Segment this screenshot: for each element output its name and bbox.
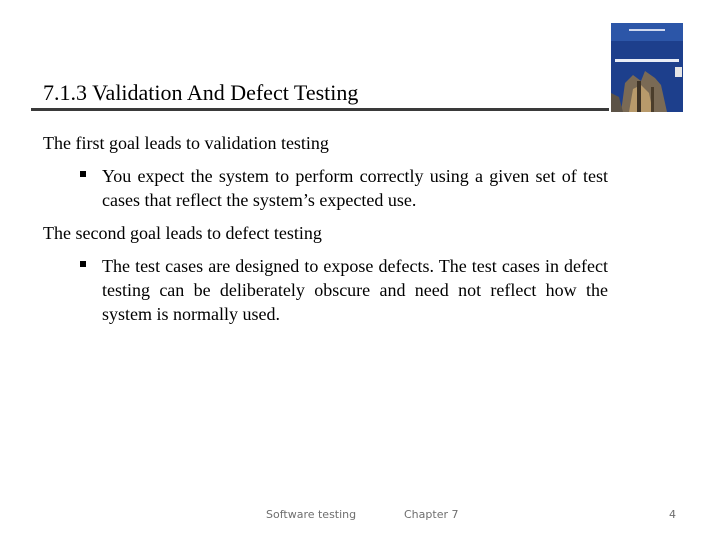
footer-page-number: 4 [669, 508, 676, 521]
point-2-subitem [80, 254, 608, 326]
point-1-text: The first goal leads to validation testing [43, 133, 329, 153]
slide-title: 7.1.3 Validation And Defect Testing [43, 80, 359, 105]
square-bullet-icon [80, 261, 86, 267]
point-2-text: The second goal leads to defect testing [43, 223, 322, 243]
point-1-subitem [80, 164, 608, 212]
footer-topic: Software testing [266, 508, 357, 521]
point-1-subitem-text: You expect the system to perform correctly using a given set of test cases that reflect the system’s expected use. [102, 166, 608, 210]
title-divider [31, 108, 609, 111]
book-cover-image [611, 23, 683, 112]
footer-chapter: Chapter 7 [404, 508, 459, 521]
point-2-subitem-text: The test cases are designed to expose defects. The test cases in defect testing can be deliberately obscure and need not reflect how the system is normally used. [102, 256, 608, 324]
square-bullet-icon [80, 171, 86, 177]
